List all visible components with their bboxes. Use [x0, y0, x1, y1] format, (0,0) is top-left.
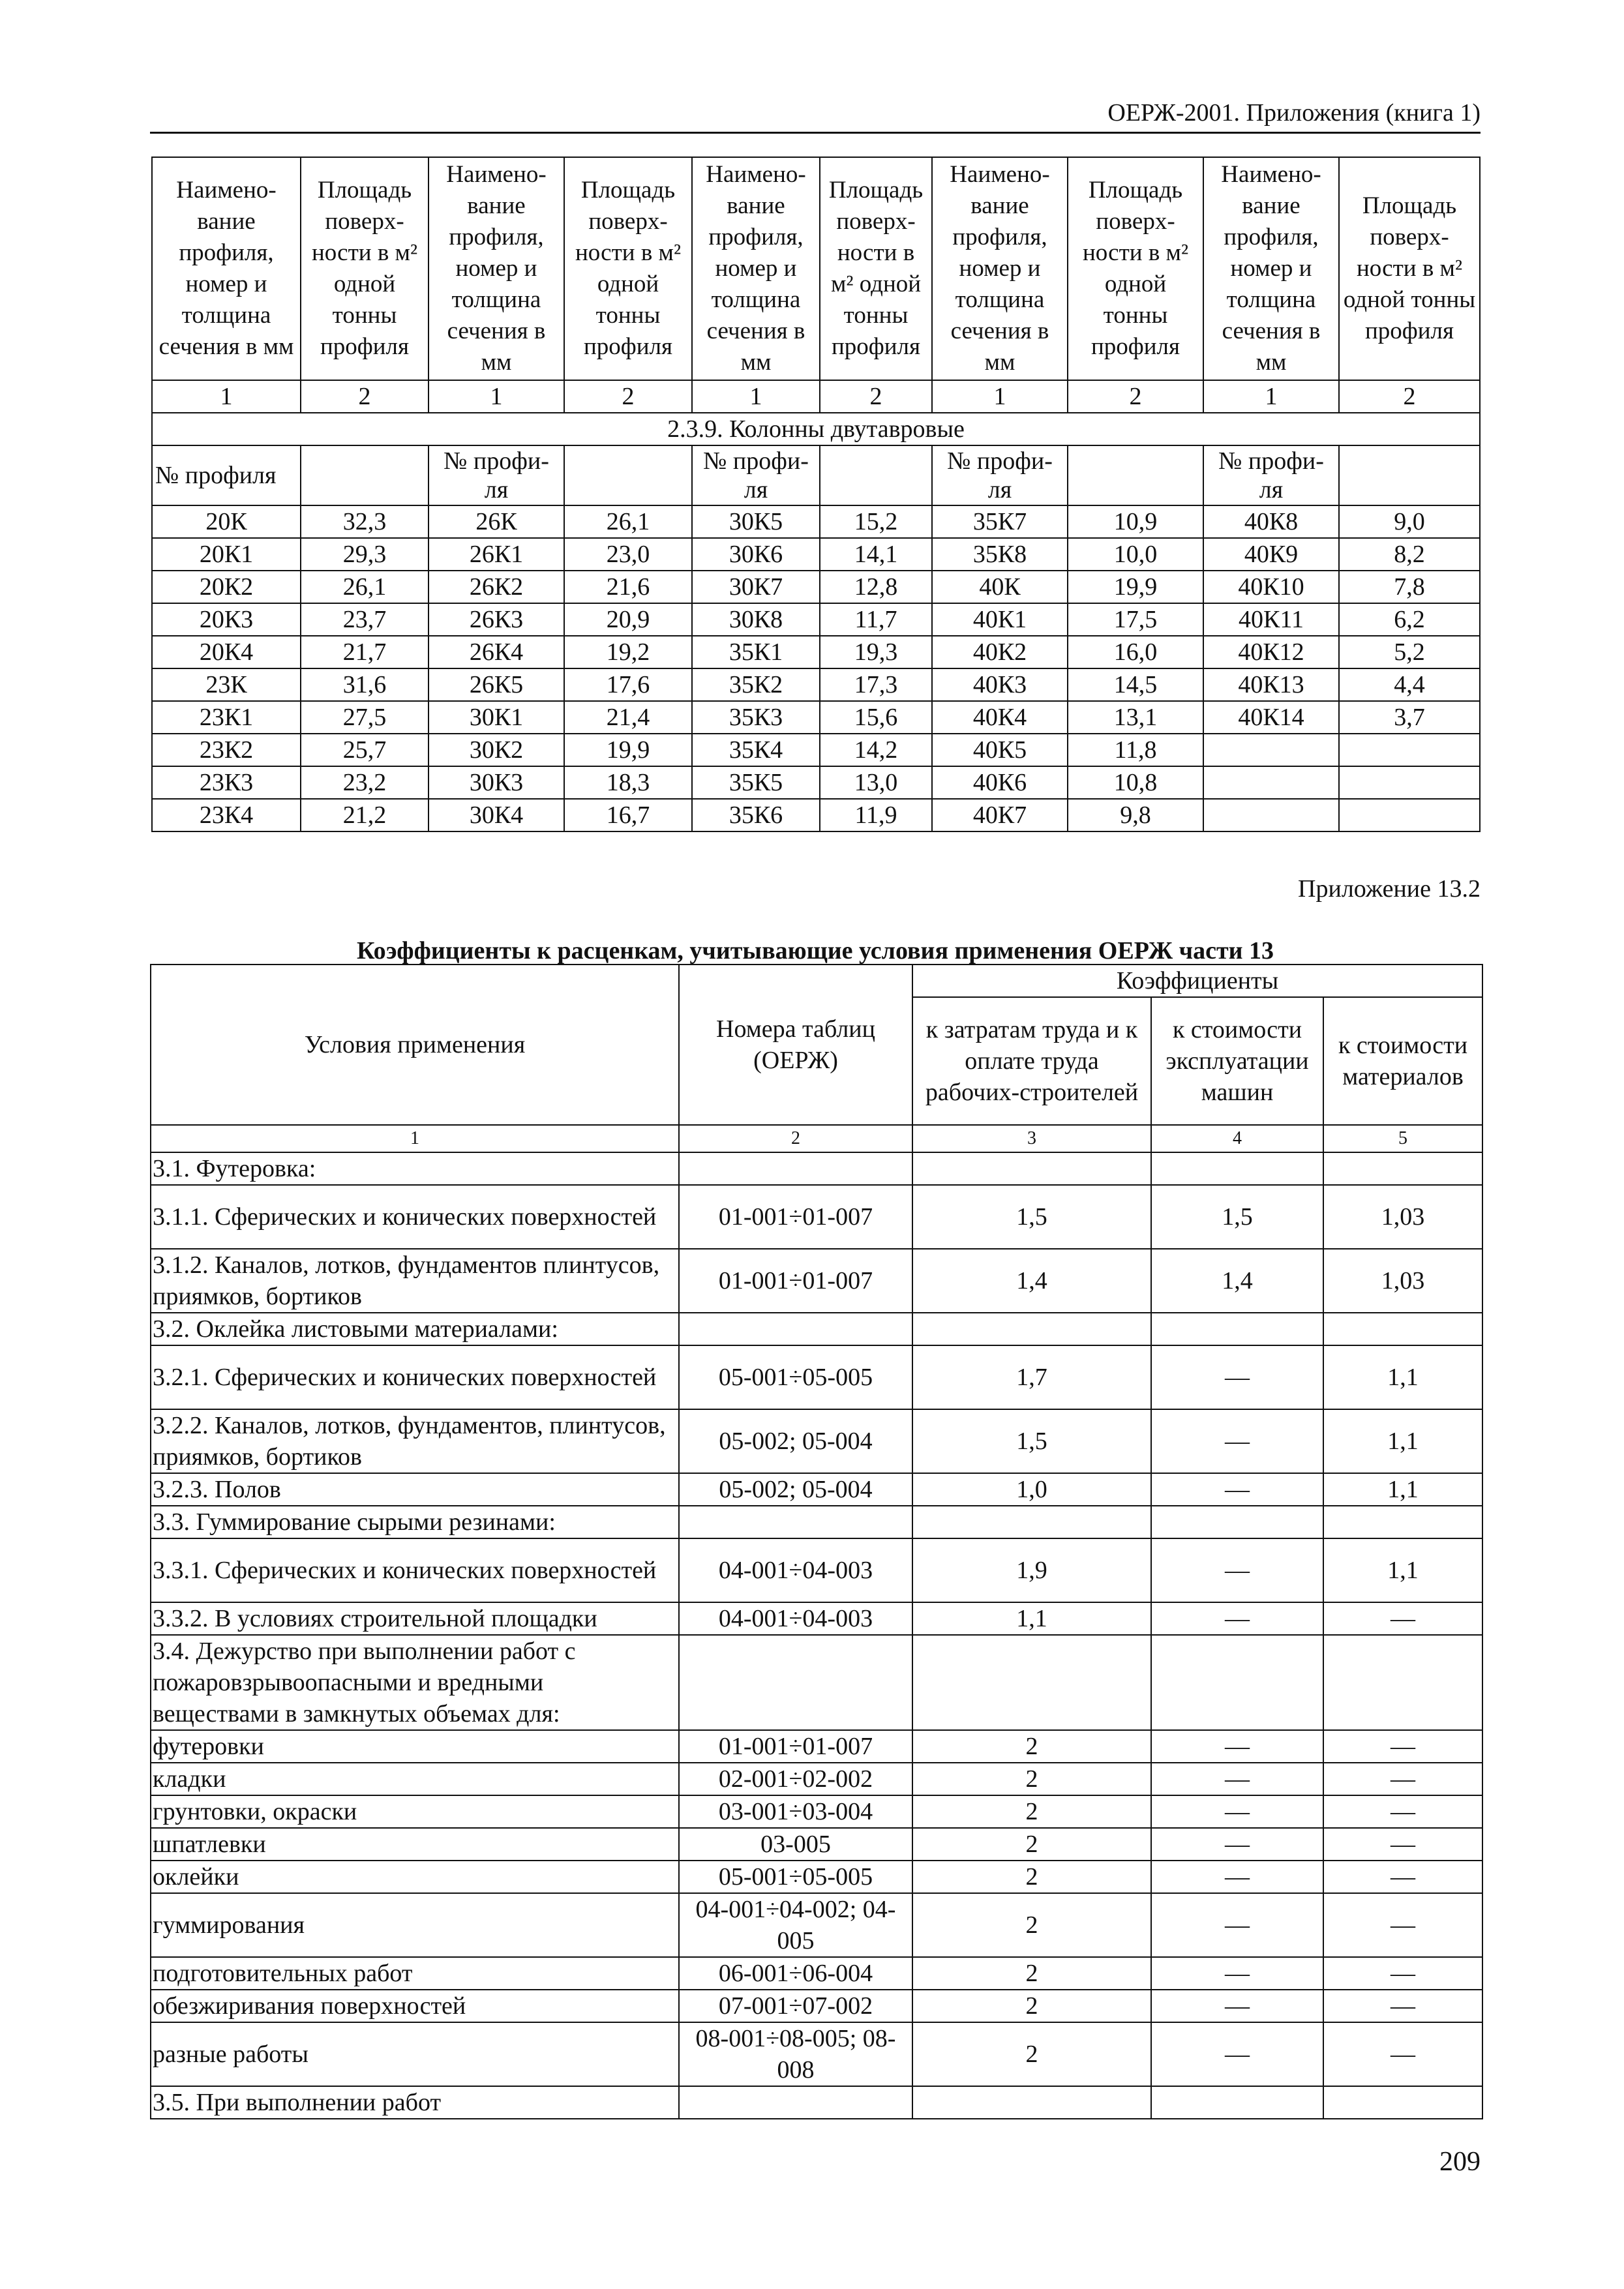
machines-coefficient-cell [1151, 1152, 1323, 1185]
table-numbers-cell: 04-001÷04-003 [679, 1538, 912, 1602]
surface-area-cell: 11,7 [820, 603, 932, 636]
header-surface-area: Площадь поверх-ности в м² одной тонны профиля [301, 157, 429, 380]
materials-coefficient-cell: 1,03 [1323, 1249, 1482, 1313]
table-row [151, 1861, 1482, 1893]
profile-number-cell: 35К7 [932, 505, 1068, 538]
profile-number-cell: 35К1 [692, 636, 820, 668]
table-row [151, 1893, 1482, 1957]
profile-number-cell: 23К [152, 668, 301, 701]
surface-area-cell: 16,0 [1068, 636, 1203, 668]
surface-area-cell: 18,3 [564, 766, 692, 799]
profile-number-cell: 40К3 [932, 668, 1068, 701]
labor-coefficient-cell: 1,5 [912, 1185, 1151, 1249]
table-row [151, 1345, 1482, 1409]
machines-coefficient-cell [1151, 1506, 1323, 1538]
surface-area-cell: 19,9 [564, 734, 692, 766]
surface-area-cell: 17,5 [1068, 603, 1203, 636]
table-numbers-cell [679, 1635, 912, 1730]
labor-coefficient-cell: 2 [912, 1893, 1151, 1957]
profile-number-cell: 40К7 [932, 799, 1068, 831]
labor-coefficient-cell: 2 [912, 1730, 1151, 1763]
profile-number-cell: 30К4 [429, 799, 564, 831]
surface-area-cell: 32,3 [301, 505, 429, 538]
surface-area-cell: 19,2 [564, 636, 692, 668]
table-row [152, 571, 1480, 603]
table-numbers-cell: 01-001÷01-007 [679, 1730, 912, 1763]
profile-number-cell: 35К8 [932, 538, 1068, 571]
surface-area-cell: 15,2 [820, 505, 932, 538]
table-numbers-cell: 07-001÷07-002 [679, 1990, 912, 2022]
materials-coefficient-cell: — [1323, 1763, 1482, 1795]
profile-rows [152, 505, 1480, 831]
appendix-label: Приложение 13.2 [1298, 875, 1481, 903]
profile-number-cell: 40К12 [1203, 636, 1339, 668]
surface-area-cell: 17,6 [564, 668, 692, 701]
header-profile-name: Наимено-вание профиля, номер и толщина сечения в мм [429, 157, 564, 380]
profile-number-cell: 23К1 [152, 701, 301, 734]
column-index: 1 [932, 380, 1068, 413]
profile-number-cell: 40К13 [1203, 668, 1339, 701]
surface-area-cell: 21,7 [301, 636, 429, 668]
header-surface-area: Площадь поверх-ности в м² одной тонны профиля [820, 157, 932, 380]
table1-header-row [152, 157, 1480, 380]
coefficient-rows [151, 1152, 1482, 2119]
table-row [151, 1409, 1482, 1473]
surface-area-cell: 23,7 [301, 603, 429, 636]
labor-coefficient-cell: 2 [912, 1957, 1151, 1990]
surface-area-cell: 16,7 [564, 799, 692, 831]
materials-coefficient-cell: — [1323, 1730, 1482, 1763]
surface-area-cell: 23,0 [564, 538, 692, 571]
materials-coefficient-cell: 1,1 [1323, 1345, 1482, 1409]
condition-cell: 3.2.3. Полов [151, 1473, 679, 1506]
profile-number-cell: 20К4 [152, 636, 301, 668]
materials-coefficient-cell: — [1323, 1602, 1482, 1635]
table-row [152, 701, 1480, 734]
empty-cell [564, 445, 692, 505]
profile-number-cell: 35К2 [692, 668, 820, 701]
surface-area-cell: 31,6 [301, 668, 429, 701]
machines-coefficient-cell [1151, 1313, 1323, 1345]
table-row [152, 603, 1480, 636]
surface-area-cell: 21,4 [564, 701, 692, 734]
materials-coefficient-cell [1323, 2086, 1482, 2119]
surface-area-cell: 12,8 [820, 571, 932, 603]
materials-coefficient-cell: — [1323, 1957, 1482, 1990]
header-profile-name: Наимено-вание профиля, номер и толщина сечения в мм [1203, 157, 1339, 380]
condition-cell: 3.2. Оклейка листовыми материалами: [151, 1313, 679, 1345]
profile-number-cell: 23К4 [152, 799, 301, 831]
table-numbers-cell: 05-001÷05-005 [679, 1345, 912, 1409]
profile-number-cell: 40К8 [1203, 505, 1339, 538]
profile-number-cell: 30К5 [692, 505, 820, 538]
table-numbers-cell: 08-001÷08-005; 08-008 [679, 2022, 912, 2086]
profile-number-cell: 20К [152, 505, 301, 538]
section-title: 2.3.9. Колонны двутавровые [152, 413, 1480, 445]
table-numbers-cell: 02-001÷02-002 [679, 1763, 912, 1795]
table-row [151, 1828, 1482, 1861]
header-surface-area: Площадь поверх-ности в м² одной тонны профиля [1068, 157, 1203, 380]
profile-number-cell: 40К14 [1203, 701, 1339, 734]
labor-coefficient-cell: 1,9 [912, 1538, 1151, 1602]
table2-header-row [151, 965, 1482, 997]
surface-area-cell [1339, 734, 1480, 766]
table-numbers-cell [679, 1152, 912, 1185]
surface-area-cell: 11,8 [1068, 734, 1203, 766]
surface-area-cell: 9,8 [1068, 799, 1203, 831]
machines-coefficient-cell: — [1151, 1345, 1323, 1409]
profile-number-cell: 30К1 [429, 701, 564, 734]
materials-coefficient-cell: 1,03 [1323, 1185, 1482, 1249]
labor-coefficient-cell: 1,0 [912, 1473, 1151, 1506]
table-row [151, 1990, 1482, 2022]
table-row [151, 2022, 1482, 2086]
profile-number-cell: 40К [932, 571, 1068, 603]
profile-number-cell: 40К11 [1203, 603, 1339, 636]
column-index: 2 [679, 1125, 912, 1152]
machines-coefficient-cell: — [1151, 1893, 1323, 1957]
labor-coefficient-cell [912, 1152, 1151, 1185]
surface-area-cell: 23,2 [301, 766, 429, 799]
condition-cell: гуммирования [151, 1893, 679, 1957]
table-title: Коэффициенты к расценкам, учитывающие условия применения ОЕРЖ части 13 [356, 937, 1274, 965]
condition-cell: 3.1. Футеровка: [151, 1152, 679, 1185]
table-numbers-cell: 06-001÷06-004 [679, 1957, 912, 1990]
surface-area-cell: 9,0 [1339, 505, 1480, 538]
profile-number-cell: 40К6 [932, 766, 1068, 799]
labor-coefficient-cell: 2 [912, 1828, 1151, 1861]
profile-number-cell: 30К8 [692, 603, 820, 636]
profile-number-cell: 35К6 [692, 799, 820, 831]
table-row [151, 1313, 1482, 1345]
machines-coefficient-cell: — [1151, 1409, 1323, 1473]
header-coefficients: Коэффициенты [912, 965, 1482, 997]
labor-coefficient-cell: 2 [912, 2022, 1151, 2086]
profile-number-cell [1203, 734, 1339, 766]
condition-cell: 3.1.2. Каналов, лотков, фундаментов плинтусов, приямков, бортиков [151, 1249, 679, 1313]
surface-area-cell: 7,8 [1339, 571, 1480, 603]
condition-cell: разные работы [151, 2022, 679, 2086]
labor-coefficient-cell: 2 [912, 1763, 1151, 1795]
table-numbers-cell [679, 2086, 912, 2119]
surface-area-cell: 14,2 [820, 734, 932, 766]
materials-coefficient-cell [1323, 1152, 1482, 1185]
profile-number-cell: 20К2 [152, 571, 301, 603]
profile-number-cell: 40К4 [932, 701, 1068, 734]
machines-coefficient-cell: — [1151, 1828, 1323, 1861]
column-index: 2 [301, 380, 429, 413]
table-numbers-cell: 01-001÷01-007 [679, 1249, 912, 1313]
profile-number-cell: 35К4 [692, 734, 820, 766]
machines-coefficient-cell: — [1151, 1538, 1323, 1602]
surface-area-cell: 6,2 [1339, 603, 1480, 636]
machines-coefficient-cell: — [1151, 1730, 1323, 1763]
surface-area-cell: 11,9 [820, 799, 932, 831]
header-machines: к стоимости эксплуатации машин [1151, 997, 1323, 1125]
column-index: 4 [1151, 1125, 1323, 1152]
table-numbers-cell: 05-001÷05-005 [679, 1861, 912, 1893]
surface-area-cell: 10,8 [1068, 766, 1203, 799]
condition-cell: 3.2.1. Сферических и конических поверхностей [151, 1345, 679, 1409]
surface-area-cell: 5,2 [1339, 636, 1480, 668]
table-row [151, 1635, 1482, 1730]
table-numbers-cell: 03-005 [679, 1828, 912, 1861]
table-row [152, 636, 1480, 668]
table1-index-row [152, 380, 1480, 413]
profile-number-cell: 35К5 [692, 766, 820, 799]
empty-cell [1339, 445, 1480, 505]
table-numbers-cell: 04-001÷04-003 [679, 1602, 912, 1635]
table-row [151, 1249, 1482, 1313]
machines-coefficient-cell: — [1151, 1861, 1323, 1893]
table-row [151, 1506, 1482, 1538]
table-row [152, 668, 1480, 701]
materials-coefficient-cell: 1,1 [1323, 1473, 1482, 1506]
profile-number-cell: 40К2 [932, 636, 1068, 668]
condition-cell: 3.4. Дежурство при выполнении работ с пожаровзрывоопасными и вредными веществами в замкнутых объемах для: [151, 1635, 679, 1730]
profile-number-cell: 30К6 [692, 538, 820, 571]
profile-number-cell: 40К9 [1203, 538, 1339, 571]
table-row [152, 799, 1480, 831]
materials-coefficient-cell: — [1323, 2022, 1482, 2086]
profile-number-cell: 30К2 [429, 734, 564, 766]
materials-coefficient-cell: — [1323, 1795, 1482, 1828]
condition-cell: 3.1.1. Сферических и конических поверхностей [151, 1185, 679, 1249]
table-numbers-cell: 03-001÷03-004 [679, 1795, 912, 1828]
labor-coefficient-cell [912, 1635, 1151, 1730]
profile-number-cell: 35К3 [692, 701, 820, 734]
column-index: 5 [1323, 1125, 1482, 1152]
table-row [151, 1152, 1482, 1185]
header-materials: к стоимости материалов [1323, 997, 1482, 1125]
condition-cell: 3.3.1. Сферических и конических поверхностей [151, 1538, 679, 1602]
surface-area-cell: 21,2 [301, 799, 429, 831]
profile-number-cell [1203, 766, 1339, 799]
profile-number-cell: 30К7 [692, 571, 820, 603]
empty-cell [301, 445, 429, 505]
condition-cell: 3.3.2. В условиях строительной площадки [151, 1602, 679, 1635]
table-row [151, 1538, 1482, 1602]
column-index: 1 [152, 380, 301, 413]
profile-number-cell: 26К3 [429, 603, 564, 636]
condition-cell: 3.3. Гуммирование сырыми резинами: [151, 1506, 679, 1538]
table-row [152, 505, 1480, 538]
surface-area-cell: 17,3 [820, 668, 932, 701]
profile-number-cell: 40К10 [1203, 571, 1339, 603]
profile-number-label: № профиля [152, 445, 301, 505]
surface-area-cell: 29,3 [301, 538, 429, 571]
profile-number-cell: 23К3 [152, 766, 301, 799]
materials-coefficient-cell: — [1323, 1893, 1482, 1957]
surface-area-cell: 10,9 [1068, 505, 1203, 538]
column-index: 1 [1203, 380, 1339, 413]
column-index: 2 [1068, 380, 1203, 413]
labor-coefficient-cell: 1,4 [912, 1249, 1151, 1313]
labor-coefficient-cell [912, 2086, 1151, 2119]
condition-cell: 3.2.2. Каналов, лотков, фундаментов, плинтусов, приямков, бортиков [151, 1409, 679, 1473]
column-index: 2 [820, 380, 932, 413]
table-numbers-cell [679, 1313, 912, 1345]
profile-number-cell: 23К2 [152, 734, 301, 766]
materials-coefficient-cell: — [1323, 1861, 1482, 1893]
table-numbers-cell: 01-001÷01-007 [679, 1185, 912, 1249]
labor-coefficient-cell: 1,7 [912, 1345, 1151, 1409]
table-row [151, 1957, 1482, 1990]
surface-area-cell [1339, 766, 1480, 799]
profile-number-cell: 26К5 [429, 668, 564, 701]
materials-coefficient-cell [1323, 1635, 1482, 1730]
machines-coefficient-cell: — [1151, 1957, 1323, 1990]
machines-coefficient-cell: — [1151, 1602, 1323, 1635]
table-row [152, 766, 1480, 799]
condition-cell: оклейки [151, 1861, 679, 1893]
surface-area-cell: 19,9 [1068, 571, 1203, 603]
machines-coefficient-cell: — [1151, 1990, 1323, 2022]
condition-cell: шпатлевки [151, 1828, 679, 1861]
header-conditions: Условия применения [151, 965, 679, 1125]
table-row [151, 1602, 1482, 1635]
profile-number-cell: 30К3 [429, 766, 564, 799]
column-index: 1 [692, 380, 820, 413]
profile-number-cell: 40К1 [932, 603, 1068, 636]
section-title-row [152, 413, 1480, 445]
labor-coefficient-cell: 2 [912, 1990, 1151, 2022]
profile-number-cell: 20К1 [152, 538, 301, 571]
surface-area-cell: 8,2 [1339, 538, 1480, 571]
materials-coefficient-cell: — [1323, 1990, 1482, 2022]
header-surface-area: Площадь поверх-ности в м² одной тонны профиля [1339, 157, 1480, 380]
profile-number-label: № профи-ля [932, 445, 1068, 505]
labor-coefficient-cell: 1,5 [912, 1409, 1151, 1473]
machines-coefficient-cell: 1,4 [1151, 1249, 1323, 1313]
running-header: ОЕРЖ-2001. Приложения (книга 1) [1107, 99, 1481, 127]
profile-number-subheader [152, 445, 1480, 505]
header-table-numbers: Номера таблиц (ОЕРЖ) [679, 965, 912, 1125]
surface-area-cell: 14,1 [820, 538, 932, 571]
condition-cell: 3.5. При выполнении работ [151, 2086, 679, 2119]
surface-area-cell: 4,4 [1339, 668, 1480, 701]
profile-number-cell: 26К4 [429, 636, 564, 668]
table-row [152, 734, 1480, 766]
table-row [151, 1730, 1482, 1763]
surface-area-cell: 26,1 [564, 505, 692, 538]
surface-area-cell [1339, 799, 1480, 831]
table-numbers-cell: 04-001÷04-002; 04-005 [679, 1893, 912, 1957]
column-index: 3 [912, 1125, 1151, 1152]
surface-area-cell: 10,0 [1068, 538, 1203, 571]
table-numbers-cell [679, 1506, 912, 1538]
surface-area-cell: 26,1 [301, 571, 429, 603]
labor-coefficient-cell [912, 1313, 1151, 1345]
materials-coefficient-cell: — [1323, 1828, 1482, 1861]
machines-coefficient-cell: — [1151, 1795, 1323, 1828]
profile-number-cell: 26К [429, 505, 564, 538]
table-row [151, 1795, 1482, 1828]
surface-area-cell: 13,0 [820, 766, 932, 799]
surface-area-cell: 25,7 [301, 734, 429, 766]
condition-cell: кладки [151, 1763, 679, 1795]
table2-index-row [151, 1125, 1482, 1152]
machines-coefficient-cell [1151, 2086, 1323, 2119]
column-index: 1 [429, 380, 564, 413]
labor-coefficient-cell [912, 1506, 1151, 1538]
profile-number-label: № профи-ля [1203, 445, 1339, 505]
header-profile-name: Наимено-вание профиля, номер и толщина сечения в мм [692, 157, 820, 380]
labor-coefficient-cell: 2 [912, 1795, 1151, 1828]
table-row [151, 1185, 1482, 1249]
condition-cell: футеровки [151, 1730, 679, 1763]
machines-coefficient-cell: 1,5 [1151, 1185, 1323, 1249]
machines-coefficient-cell [1151, 1635, 1323, 1730]
profile-number-cell: 26К1 [429, 538, 564, 571]
table-row [152, 538, 1480, 571]
table-row [151, 1763, 1482, 1795]
surface-area-cell: 19,3 [820, 636, 932, 668]
profile-number-label: № профи-ля [692, 445, 820, 505]
header-profile-name: Наимено-вание профиля, номер и толщина сечения в мм [932, 157, 1068, 380]
column-index: 2 [564, 380, 692, 413]
surface-area-cell: 15,6 [820, 701, 932, 734]
page-number: 209 [1439, 2147, 1481, 2177]
labor-coefficient-cell: 1,1 [912, 1602, 1151, 1635]
column-index: 1 [151, 1125, 679, 1152]
profile-number-cell [1203, 799, 1339, 831]
materials-coefficient-cell: 1,1 [1323, 1409, 1482, 1473]
profile-number-cell: 20К3 [152, 603, 301, 636]
profile-area-table [151, 157, 1481, 832]
condition-cell: грунтовки, окраски [151, 1795, 679, 1828]
table-row [151, 2086, 1482, 2119]
surface-area-cell: 13,1 [1068, 701, 1203, 734]
profile-number-cell: 40К5 [932, 734, 1068, 766]
header-labor: к затратам труда и к оплате труда рабочих-строителей [912, 997, 1151, 1125]
table-numbers-cell: 05-002; 05-004 [679, 1409, 912, 1473]
surface-area-cell: 27,5 [301, 701, 429, 734]
labor-coefficient-cell: 2 [912, 1861, 1151, 1893]
profile-number-label: № профи-ля [429, 445, 564, 505]
condition-cell: обезжиривания поверхностей [151, 1990, 679, 2022]
profile-number-cell: 26К2 [429, 571, 564, 603]
table-row [151, 1473, 1482, 1506]
materials-coefficient-cell [1323, 1506, 1482, 1538]
materials-coefficient-cell: 1,1 [1323, 1538, 1482, 1602]
empty-cell [1068, 445, 1203, 505]
machines-coefficient-cell: — [1151, 1763, 1323, 1795]
machines-coefficient-cell: — [1151, 1473, 1323, 1506]
table-numbers-cell: 05-002; 05-004 [679, 1473, 912, 1506]
machines-coefficient-cell: — [1151, 2022, 1323, 2086]
header-profile-name: Наимено-вание профиля, номер и толщина сечения в мм [152, 157, 301, 380]
header-rule [150, 132, 1481, 134]
column-index: 2 [1339, 380, 1480, 413]
empty-cell [820, 445, 932, 505]
surface-area-cell: 20,9 [564, 603, 692, 636]
coefficients-table [150, 964, 1483, 2119]
header-surface-area: Площадь поверх-ности в м² одной тонны профиля [564, 157, 692, 380]
condition-cell: подготовительных работ [151, 1957, 679, 1990]
materials-coefficient-cell [1323, 1313, 1482, 1345]
surface-area-cell: 21,6 [564, 571, 692, 603]
surface-area-cell: 3,7 [1339, 701, 1480, 734]
surface-area-cell: 14,5 [1068, 668, 1203, 701]
